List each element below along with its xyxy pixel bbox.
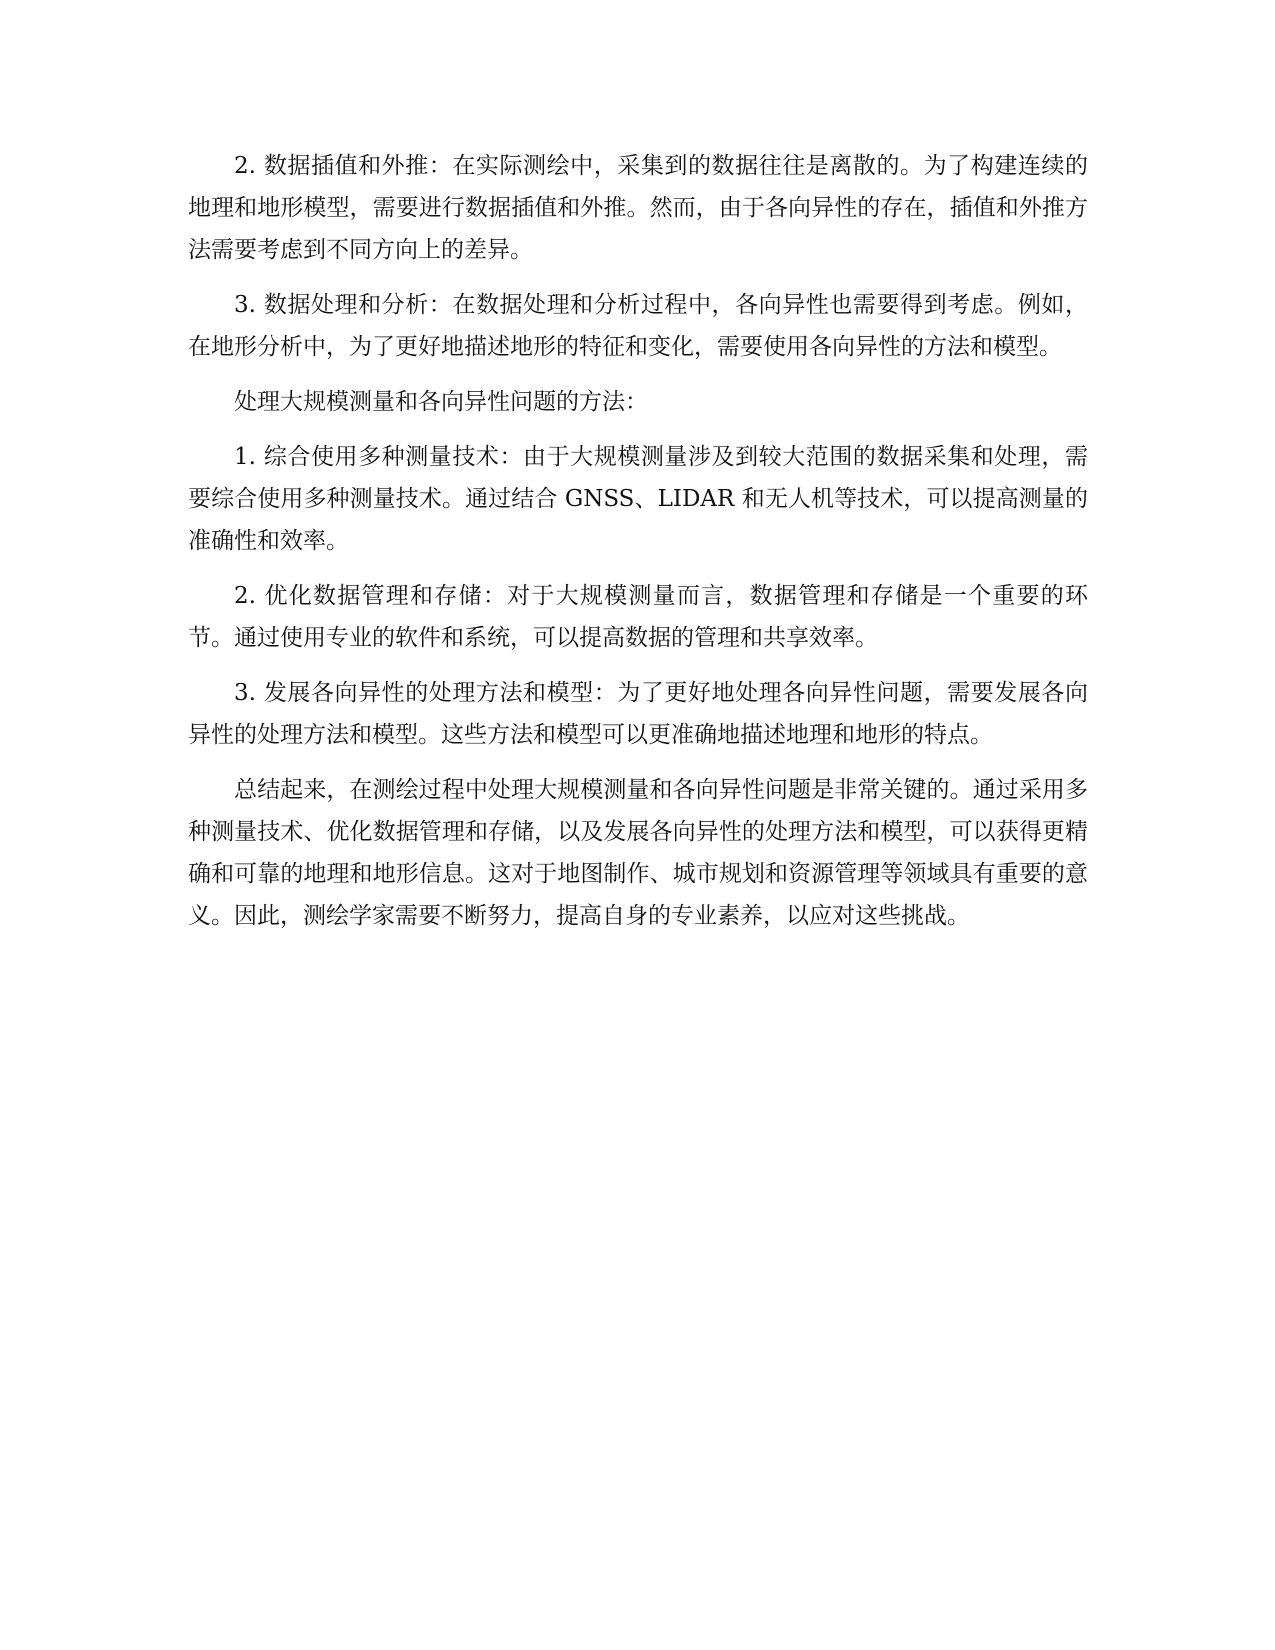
paragraph-summary: 总结起来，在测绘过程中处理大规模测量和各向异性问题是非常关键的。通过采用多种测量技术、优化数据管理和存储，以及发展各向异性的处理方法和模型，可以获得更精确和可靠的地理和地形信息。这对于地图制作、城市规划和资源管理等领域具有重要的意义。因此，测绘学家需要不断努力，提高自身的专业素养，以应对这些挑战。: [188, 777, 1088, 929]
paragraph-interpolation: 2. 数据插值和外推：在实际测绘中，采集到的数据往往是离散的。为了构建连续的地理和地形模型，需要进行数据插值和外推。然而，由于各向异性的存在，插值和外推方法需要考虑到不同方向上的差异。: [188, 153, 1088, 263]
paragraph-methods-heading: 处理大规模测量和各向异性问题的方法：: [234, 389, 648, 415]
document-body: [188, 145, 1088, 950]
paragraph-multiple-techniques: 1. 综合使用多种测量技术：由于大规模测量涉及到较大范围的数据采集和处理，需要综合使用多种测量技术。通过结合 GNSS、LIDAR 和无人机等技术，可以提高测量的准确性和效率。: [188, 444, 1088, 554]
paragraph-anisotropy-methods: 3. 发展各向异性的处理方法和模型：为了更好地处理各向异性问题，需要发展各向异性的处理方法和模型。这些方法和模型可以更准确地描述地理和地形的特点。: [188, 680, 1088, 748]
paragraph-data-management: 2. 优化数据管理和存储：对于大规模测量而言，数据管理和存储是一个重要的环节。通过使用专业的软件和系统，可以提高数据的管理和共享效率。: [188, 583, 1088, 651]
paragraph-processing-analysis: 3. 数据处理和分析：在数据处理和分析过程中，各向异性也需要得到考虑。例如，在地形分析中，为了更好地描述地形的特征和变化，需要使用各向异性的方法和模型。: [188, 292, 1088, 360]
